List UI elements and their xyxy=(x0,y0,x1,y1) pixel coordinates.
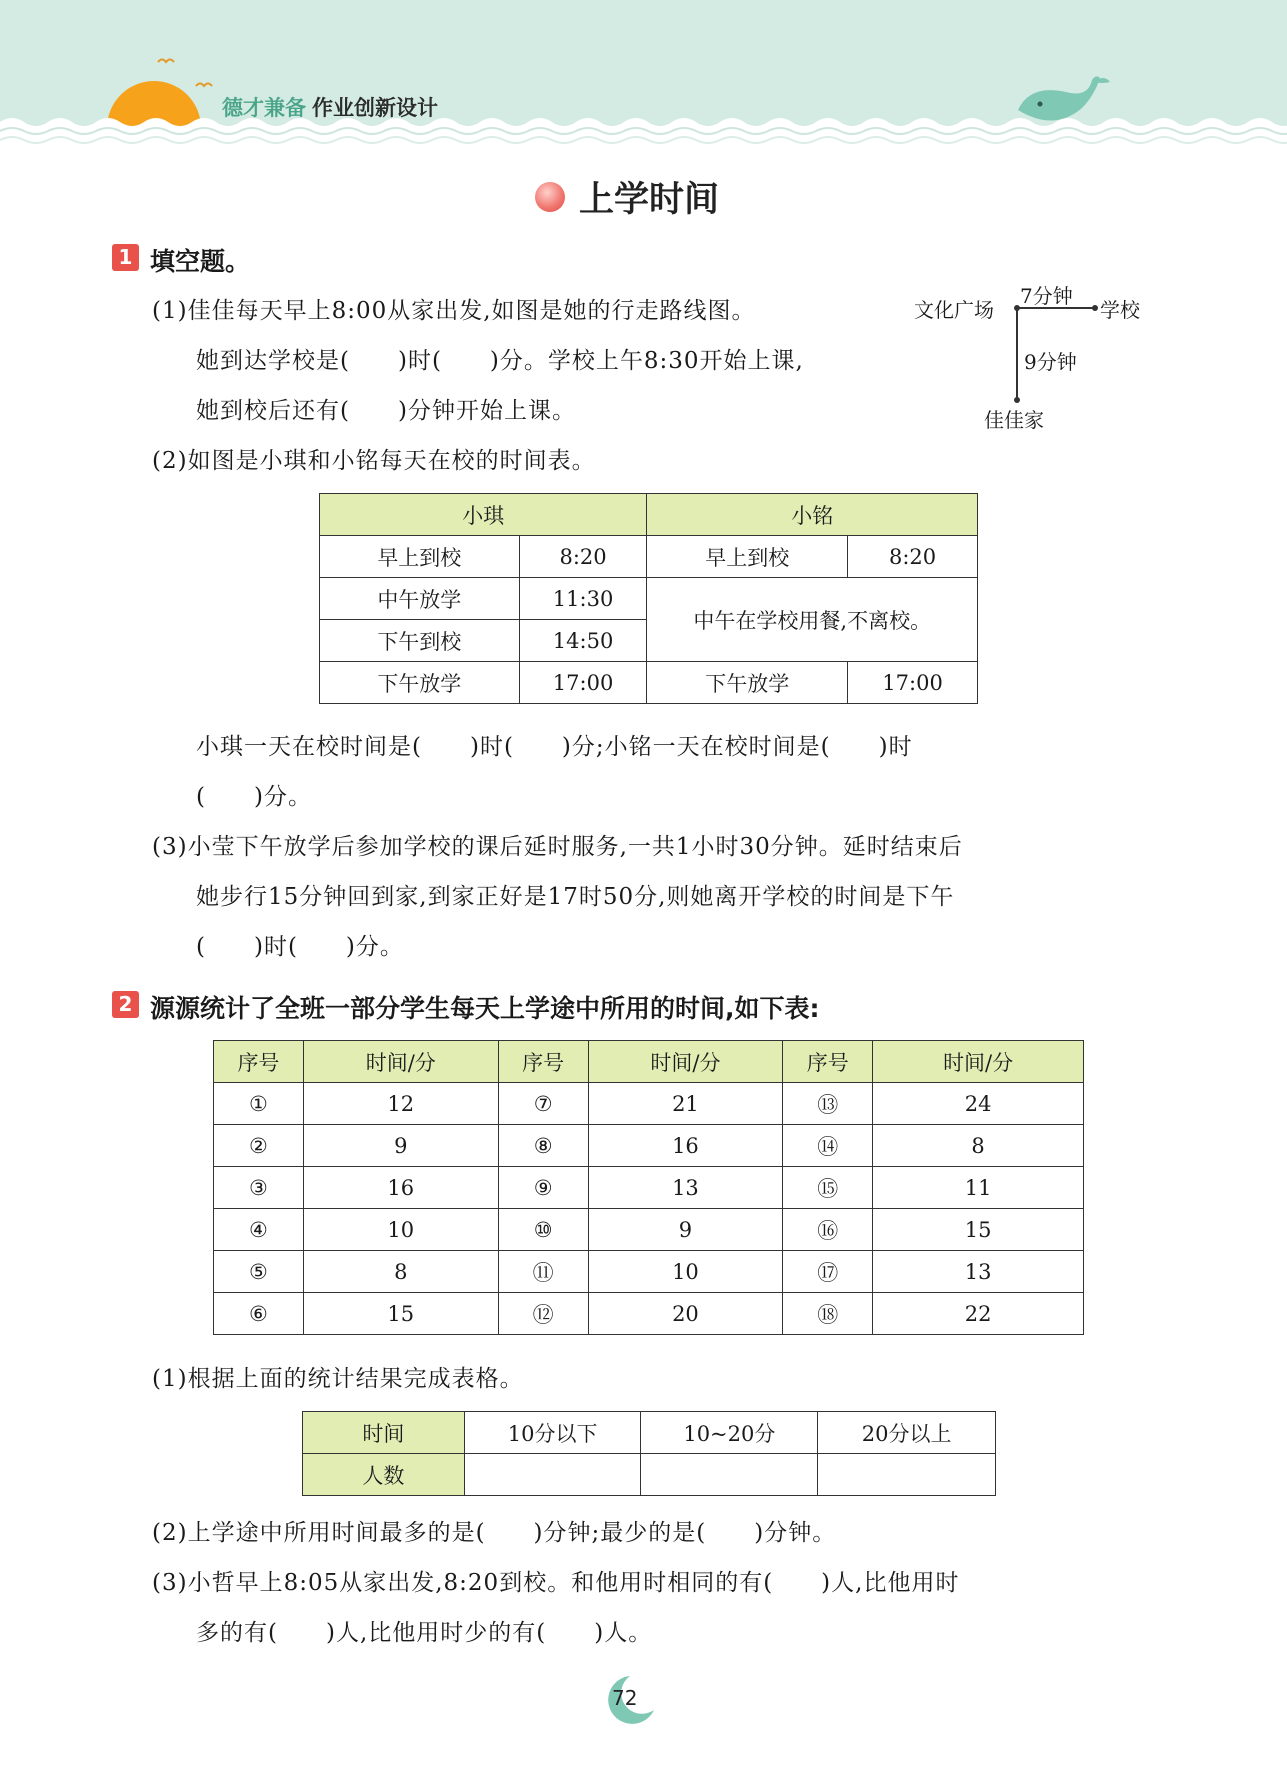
summary-header: 10分以下 xyxy=(464,1412,641,1454)
page-title-text: 上学时间 xyxy=(579,180,720,220)
schedule-cell: 17:00 xyxy=(848,662,978,704)
schedule-head-xiaoqi: 小琪 xyxy=(320,494,647,536)
q2-p3-line2: 多的有( )人,比他用时少的有( )人。 xyxy=(196,1620,653,1646)
page-title xyxy=(535,170,719,224)
map-school-label: 学校 xyxy=(1100,298,1140,322)
stats-cell: 20 xyxy=(588,1293,783,1335)
title-bullet-icon xyxy=(535,182,565,212)
schedule-merged-cell: 中午在学校用餐,不离校。 xyxy=(647,578,978,662)
schedule-cell: 下午到校 xyxy=(320,620,520,662)
map-time-top: 7分钟 xyxy=(1020,284,1073,308)
q2-p2: (2)上学途中所用时间最多的是( )分钟;最少的是( )分钟。 xyxy=(152,1520,837,1546)
header-decoration xyxy=(0,0,1287,150)
question-number-1: 1 xyxy=(112,244,139,271)
stats-cell: ⑩ xyxy=(498,1209,588,1251)
table-row xyxy=(214,1251,1084,1293)
stats-cell: 10 xyxy=(303,1209,498,1251)
stats-cell: ② xyxy=(214,1125,304,1167)
stats-cell: 11 xyxy=(873,1167,1084,1209)
brand-part2: 作业创新设计 xyxy=(312,96,438,120)
stats-cell: ⑥ xyxy=(214,1293,304,1335)
summary-row-label: 人数 xyxy=(303,1454,465,1496)
q2-p3-line1: (3)小哲早上8:05从家出发,8:20到校。和他用时相同的有( )人,比他用时 xyxy=(152,1570,960,1596)
q1-p3-line1: (3)小莹下午放学后参加学校的课后延时服务,一共1小时30分钟。延时结束后 xyxy=(152,834,963,860)
schedule-cell: 早上到校 xyxy=(320,536,520,578)
schedule-head-xiaoming: 小铭 xyxy=(647,494,978,536)
stats-header: 时间/分 xyxy=(873,1041,1084,1083)
stats-cell: ⑮ xyxy=(783,1167,873,1209)
bird-icon xyxy=(196,84,212,87)
map-time-side: 9分钟 xyxy=(1024,350,1077,374)
stats-cell: ⑪ xyxy=(498,1251,588,1293)
whale-icon xyxy=(1018,76,1110,120)
q1-p2-answer-line2: ( )分。 xyxy=(196,784,312,810)
q1-p1-line1: (1)佳佳每天早上8:00从家出发,如图是她的行走路线图。 xyxy=(152,298,756,324)
table-row xyxy=(214,1083,1084,1125)
schedule-cell: 11:30 xyxy=(519,578,647,620)
question-number-2: 2 xyxy=(112,991,139,1018)
question-2-heading: 源源统计了全班一部分学生每天上学途中所用的时间,如下表: xyxy=(150,994,820,1023)
stats-header: 序号 xyxy=(214,1041,304,1083)
schedule-cell: 8:20 xyxy=(848,536,978,578)
schedule-cell: 下午放学 xyxy=(320,662,520,704)
stats-cell: 15 xyxy=(303,1293,498,1335)
schedule-cell: 下午放学 xyxy=(647,662,848,704)
stats-header: 序号 xyxy=(498,1041,588,1083)
q1-p2-answer-line1: 小琪一天在校时间是( )时( )分;小铭一天在校时间是( )时 xyxy=(196,734,913,760)
stats-table xyxy=(213,1040,1084,1335)
stats-cell: ① xyxy=(214,1083,304,1125)
bird-icon xyxy=(158,60,174,63)
question-1-heading: 填空题。 xyxy=(150,247,251,276)
stats-cell: 8 xyxy=(873,1125,1084,1167)
stats-cell: 9 xyxy=(303,1125,498,1167)
summary-answer-cell[interactable] xyxy=(641,1454,818,1496)
q1-p2-intro: (2)如图是小琪和小铭每天在校的时间表。 xyxy=(152,448,596,474)
stats-cell: ⑦ xyxy=(498,1083,588,1125)
summary-answer-cell[interactable] xyxy=(464,1454,641,1496)
stats-cell: ⑭ xyxy=(783,1125,873,1167)
schedule-cell: 8:20 xyxy=(519,536,647,578)
table-row xyxy=(214,1293,1084,1335)
schedule-cell: 早上到校 xyxy=(647,536,848,578)
stats-cell: ⑫ xyxy=(498,1293,588,1335)
q1-p1-line3: 她到校后还有( )分钟开始上课。 xyxy=(196,398,576,424)
brand-part1: 德才兼备 xyxy=(222,96,306,120)
stats-cell: ④ xyxy=(214,1209,304,1251)
stats-header: 序号 xyxy=(783,1041,873,1083)
summary-answer-cell[interactable] xyxy=(818,1454,996,1496)
q1-p3-line2: 她步行15分钟回到家,到家正好是17时50分,则她离开学校的时间是下午 xyxy=(196,884,955,910)
summary-header: 10~20分 xyxy=(641,1412,818,1454)
stats-cell: 16 xyxy=(303,1167,498,1209)
stats-cell: 15 xyxy=(873,1209,1084,1251)
stats-cell: ⑰ xyxy=(783,1251,873,1293)
stats-cell: ⑬ xyxy=(783,1083,873,1125)
stats-cell: 10 xyxy=(588,1251,783,1293)
stats-cell: 13 xyxy=(588,1167,783,1209)
table-row xyxy=(214,1125,1084,1167)
page-header xyxy=(0,0,1287,150)
q2-p1: (1)根据上面的统计结果完成表格。 xyxy=(152,1366,524,1392)
stats-cell: 16 xyxy=(588,1125,783,1167)
page-number-text: 72 xyxy=(612,1686,638,1710)
summary-header: 时间 xyxy=(303,1412,465,1454)
summary-header: 20分以上 xyxy=(818,1412,996,1454)
q1-p3-line3: ( )时( )分。 xyxy=(196,934,404,960)
stats-cell: ⑨ xyxy=(498,1167,588,1209)
stats-cell: ⑤ xyxy=(214,1251,304,1293)
stats-header: 时间/分 xyxy=(303,1041,498,1083)
stats-cell: 8 xyxy=(303,1251,498,1293)
stats-cell: 13 xyxy=(873,1251,1084,1293)
page-number xyxy=(600,1670,660,1730)
schedule-cell: 17:00 xyxy=(519,662,647,704)
stats-cell: 9 xyxy=(588,1209,783,1251)
map-home-label: 佳佳家 xyxy=(984,408,1044,432)
stats-cell: 22 xyxy=(873,1293,1084,1335)
schedule-cell: 中午放学 xyxy=(320,578,520,620)
table-row xyxy=(214,1209,1084,1251)
schedule-cell: 14:50 xyxy=(519,620,647,662)
summary-table xyxy=(302,1411,996,1496)
stats-cell: 21 xyxy=(588,1083,783,1125)
brand xyxy=(222,92,438,122)
table-row xyxy=(214,1167,1084,1209)
stats-cell: ⑯ xyxy=(783,1209,873,1251)
stats-cell: 24 xyxy=(873,1083,1084,1125)
stats-cell: 12 xyxy=(303,1083,498,1125)
q1-p1-line2: 她到达学校是( )时( )分。学校上午8:30开始上课, xyxy=(196,348,804,374)
stats-cell: ⑧ xyxy=(498,1125,588,1167)
stats-cell: ⑱ xyxy=(783,1293,873,1335)
stats-cell: ③ xyxy=(214,1167,304,1209)
stats-header: 时间/分 xyxy=(588,1041,783,1083)
map-plaza-label: 文化广场 xyxy=(914,298,994,322)
schedule-table xyxy=(319,493,978,704)
